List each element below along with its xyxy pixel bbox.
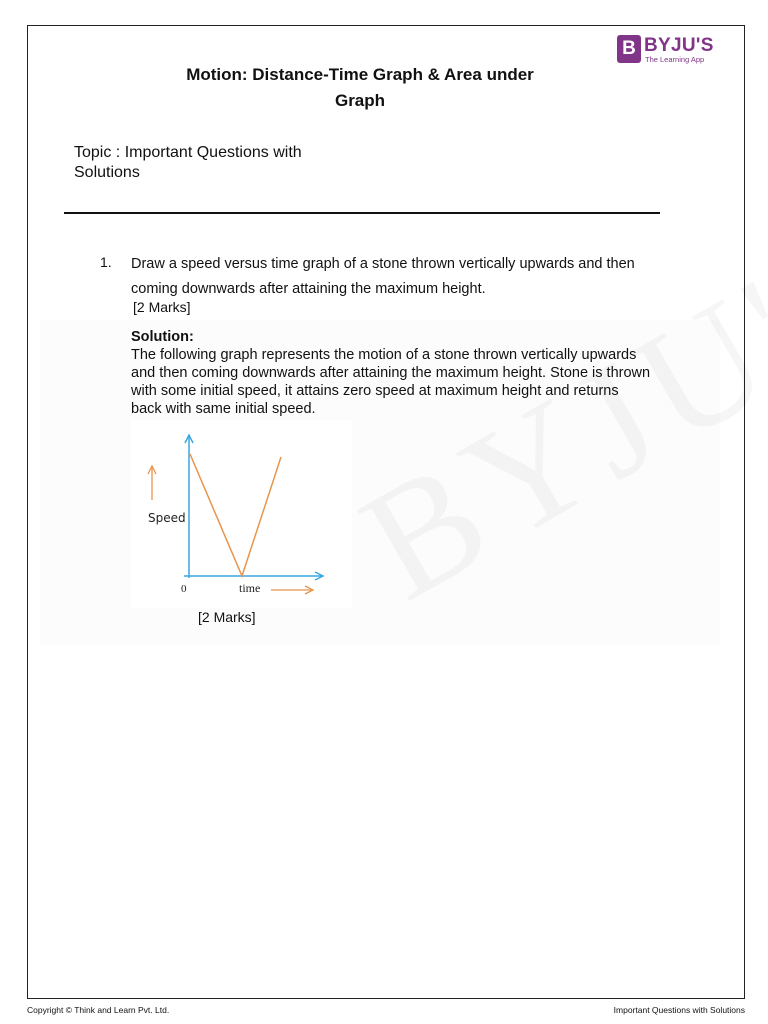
footer-page-label: Important Questions with Solutions	[613, 1005, 745, 1015]
byjus-logo	[617, 35, 742, 67]
graph-origin-label: 0	[181, 583, 187, 595]
question-text: Draw a speed versus time graph of a stone thrown vertically upwards and then coming downwards after attaining the maximum height.	[131, 256, 635, 297]
footer-copyright: Copyright © Think and Learn Pvt. Ltd.	[27, 1005, 170, 1015]
page-title: Motion: Distance-Time Graph & Area under Graph	[186, 65, 534, 110]
topic-line: Topic : Important Questions with Solutions	[74, 144, 302, 181]
graph-y-label: Speed	[148, 511, 186, 525]
logo-name: BYJU'S	[644, 35, 714, 56]
logo-tagline: The Learning App	[645, 55, 705, 64]
speed-line	[190, 454, 281, 576]
solution-marks: [2 Marks]	[198, 609, 256, 625]
graph-x-label: time	[239, 581, 261, 595]
solution-text: The following graph represents the motion of a stone thrown vertically upwards and then coming downwards after attaining the maximum height. Stone is thrown with some initial speed, it attains zero speed at maximum height and returns back with same initial speed.	[131, 347, 651, 417]
logo-badge: B	[617, 35, 641, 63]
solution-heading: Solution:	[131, 329, 194, 345]
question-marks: [2 Marks]	[133, 299, 191, 315]
divider	[64, 212, 660, 214]
question-number: 1.	[100, 254, 112, 270]
